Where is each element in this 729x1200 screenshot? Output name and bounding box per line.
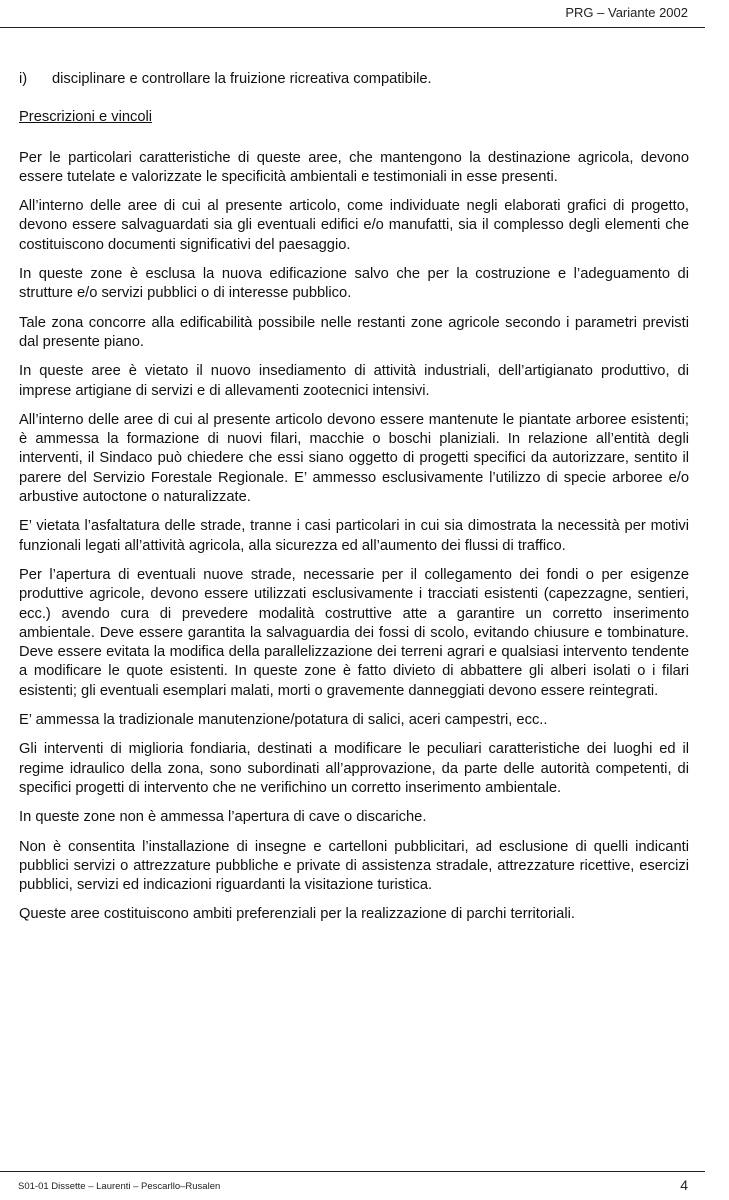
- paragraph-6: All’interno delle aree di cui al presente articolo devono essere mantenute le piantate arboree esistenti; è ammessa la formazione di nuovi filari, macchie o boschi planiziali. In relazione all’entità degli interventi, il Sindaco può chiedere che essi siano oggetto di progetti specifici da autorizzare, sentito il parere del Servizio Forestale Regionale. E’ ammesso esclusivamente l’utilizzo di specie arboree e/o arbustive autoctone o naturalizzate.: [19, 411, 689, 506]
- footer-document-code: S01-01 Dissette – Laurenti – Pescarllo–Rusalen: [18, 1181, 221, 1192]
- paragraph-12: Non è consentita l’installazione di insegne e cartelloni pubblicitari, ad esclusione di quelli indicanti pubblici servizi o attrezzature pubbliche e private di assistenza stradale, attrezzature ricettive, esercizi pubblici, servizi ed indicazioni riguardanti la visitazione turistica.: [19, 838, 689, 894]
- paragraph-13: Queste aree costituiscono ambiti preferenziali per la realizzazione di parchi territoriali.: [19, 906, 575, 923]
- document-body: [19, 70, 689, 935]
- paragraph-3: In queste zone è esclusa la nuova edificazione salvo che per la costruzione e l’adeguamento di strutture e/o servizi pubblici o di interesse pubblico.: [19, 266, 689, 302]
- paragraph-8: Per l’apertura di eventuali nuove strade, necessarie per il collegamento dei fondi o per esigenze produttive agricole, devono essere utilizzati esclusivamente i tracciati esistenti (capezzagne, sentieri, ecc.) avendo cura di prevedere modalità costruttive atte a garantire un corretto inserimento ambientale. Deve essere garantita la salvaguardia dei fossi di scolo, evitando chiusure e tombinature. Deve essere evitata la modifica della parallelizzazione dei terreni agrari e qualsiasi intervento tendente a modificare le quote esistenti. In queste zone è fatto divieto di abbattere gli alberi isolati o i filari esistenti; gli eventuali esemplari malati, morti o gravemente danneggiati devono essere reintegrati.: [19, 566, 689, 699]
- section-title: Prescrizioni e vincoli: [19, 109, 153, 126]
- paragraph-9: E’ ammessa la tradizionale manutenzione/potatura di salici, aceri campestri, ecc..: [19, 712, 548, 729]
- list-item-marker: i): [19, 71, 28, 87]
- paragraph-1: Per le particolari caratteristiche di queste aree, che mantengono la destinazione agricola, devono essere tutelate e valorizzate le specificità ambientali e testimoniali in esse presenti.: [19, 149, 689, 185]
- paragraph-11: In queste zone non è ammessa l’apertura di cave o discariche.: [19, 809, 427, 826]
- paragraph-7: E’ vietata l’asfaltatura delle strade, tranne i casi particolari in cui sia dimostrata la necessità per motivi funzionali legati all’attività agricola, alla sicurezza ed all’aumento dei flussi di traffico.: [19, 518, 689, 554]
- paragraph-10: Gli interventi di miglioria fondiaria, destinati a modificare le peculiari caratteristiche dei luoghi ed il regime idraulico della zona, sono subordinati all’approvazione, da parte delle autorità competenti, di specifici progetti di intervento che ne verifichino un corretto inserimento ambientale.: [19, 741, 689, 796]
- paragraph-5: In queste aree è vietato il nuovo insediamento di attività industriali, dell’artigianato produttivo, di imprese artigiane di servizi e di allevamenti zootecnici intensivi.: [19, 363, 689, 399]
- paragraph-4: Tale zona concorre alla edificabilità possibile nelle restanti zone agricole secondo i parametri previsti dal presente piano.: [19, 314, 689, 350]
- list-item-text: disciplinare e controllare la fruizione ricreativa compatibile.: [52, 71, 432, 87]
- footer-divider: [0, 1171, 705, 1172]
- list-item: [19, 70, 689, 89]
- page-header: PRG – Variante 2002: [565, 5, 688, 20]
- paragraph-2: All’interno delle aree di cui al presente articolo, come individuate negli elaborati grafici di progetto, devono essere salvaguardati sia gli eventuali edifici e/o manufatti, sia il complesso degli elementi che costituiscono documenti significativi del paesaggio.: [19, 198, 689, 253]
- header-divider: [0, 27, 705, 28]
- page-number: 4: [680, 1177, 688, 1193]
